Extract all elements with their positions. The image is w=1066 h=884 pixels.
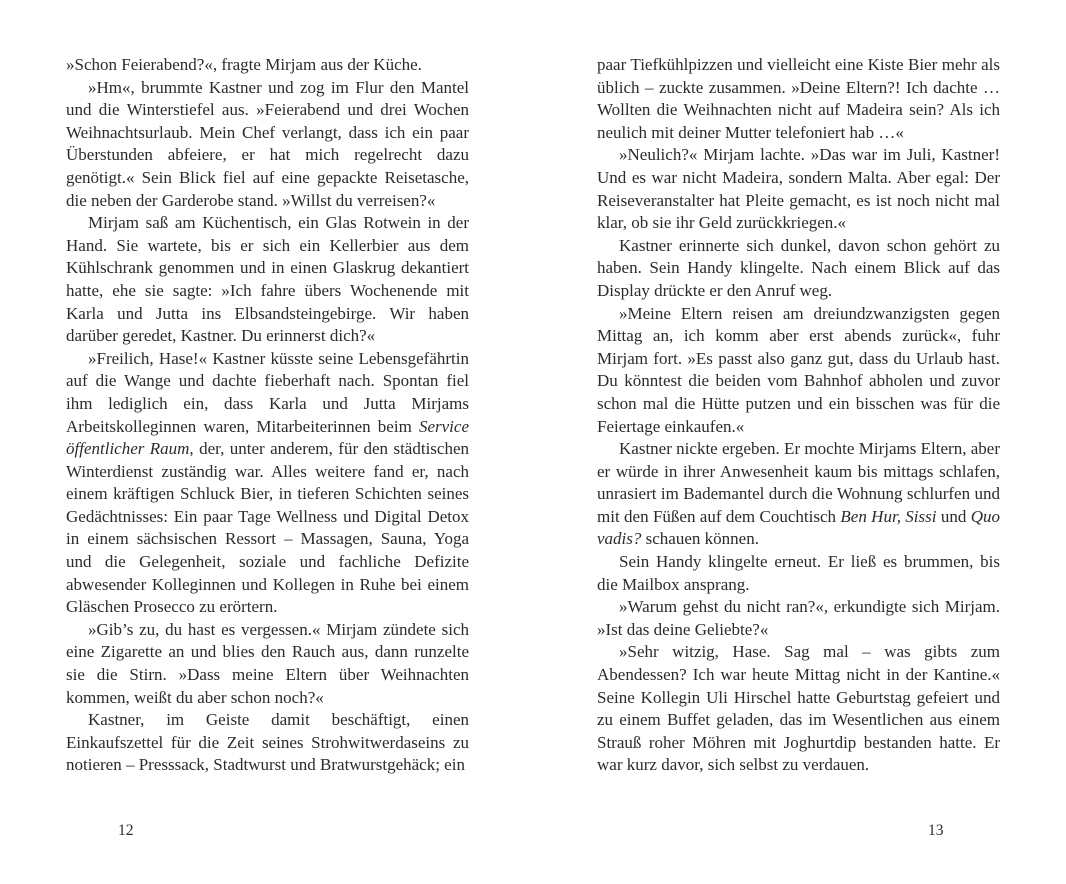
book-page-right	[597, 54, 1000, 777]
text-run: paar Tiefkühlpizzen und vielleicht eine Kiste Bier mehr als üblich – zuckte zusammen. »Deine Eltern?! Ich dachte … Wollten die Weihnachten nicht auf Madeira sein? Als ich neulich mit deiner Mutter telefoniert hab …«	[597, 55, 1000, 142]
paragraph	[66, 77, 469, 213]
paragraph	[597, 235, 1000, 303]
text-run: Kastner nickte ergeben. Er mochte Mirjams Eltern, aber er würde in ihrer Anwesenheit kaum bis mittags schlafen, unrasiert im Bademantel durch die Wohnung schlurfen und mit den Füßen auf dem Couchtisch	[597, 439, 1000, 526]
paragraph	[66, 212, 469, 348]
page-left-text	[66, 54, 469, 777]
text-run: »Neulich?« Mirjam lachte. »Das war im Juli, Kastner! Und es war nicht Madeira, sondern Malta. Aber egal: Der Reiseveranstalter hat Pleite gemacht, es ist noch nicht mal klar, ob sie ihr Geld zurückkriegen.«	[597, 145, 1000, 233]
paragraph	[66, 709, 469, 777]
text-run: »Sehr witzig, Hase. Sag mal – was gibts zum Abendessen? Ich war heute Mittag nicht in der Kantine.« Seine Kollegin Uli Hirschel hatte Geburtstag gefeiert und zu einem Buffet geladen, das im Wesentlichen aus einem Strauß roher Möhren mit Joghurtdip bestanden hatte. Er war kurz davor, sich selbst zu verdauen.	[597, 642, 1000, 775]
paragraph	[597, 54, 1000, 144]
text-run: »Schon Feierabend?«, fragte Mirjam aus der Küche.	[66, 55, 422, 74]
text-run: Service öffentlicher Raum,	[66, 416, 469, 459]
text-run: der, unter anderem, für den städtischen Winterdienst zuständig war. Alles weitere fand er, nach einem kräftigen Schluck Bier, in tieferen Schichten seines Gedächtnisses: Ein paar Tage Wellness und Digital Detox in einem sächsischen Ressort – Massagen, Sauna, Yoga und die Gelegenheit, soziale und fachliche Defizite abwesender Kolleginnen und Kollegen in Ruhe bei einem Gläschen Prosecco zu erörtern.	[66, 439, 469, 617]
text-run: »Hm«, brummte Kastner und zog im Flur den Mantel und die Winterstiefel aus. »Feierabend und drei Wochen Weihnachtsurlaub. Mein Chef verlangt, dass ich ein paar Überstunden abfeiere, er hat mich regelrecht dazu genötigt.« Sein Blick fiel auf eine gepackte Reisetasche, die neben der Garderobe stand. »Willst du verreisen?«	[66, 77, 469, 210]
paragraph	[597, 641, 1000, 777]
paragraph	[597, 438, 1000, 551]
text-run: Kastner, im Geiste damit beschäftigt, einen Einkaufszettel für die Zeit seines Strohwitwerdaseins zu notieren – Presssack, Stadtwurst und Bratwurstgehäck; ein	[66, 710, 469, 775]
book-spread	[66, 54, 1000, 777]
text-run: »Warum gehst du nicht ran?«, erkundigte sich Mirjam. »Ist das deine Geliebte?«	[597, 597, 1000, 639]
page-number-right: 13	[928, 822, 944, 839]
text-run: schauen können.	[641, 529, 759, 549]
text-run: »Freilich, Hase!« Kastner küsste seine Lebensgefährtin auf die Wange und dachte fieberhaft nach. Spontan fiel ihm lediglich ein, dass Karla und Jutta Mirjams Arbeitskolleginnen waren, Mitarbeiterinnen beim	[66, 348, 469, 436]
paragraph	[66, 619, 469, 709]
text-run: »Meine Eltern reisen am dreiundzwanzigsten gegen Mittag an, ich komm aber erst abends zurück«, fuhr Mirjam fort. »Es passt also ganz gut, dass du Urlaub hast. Du könntest die beiden vom Bahnhof abholen und zuvor schon mal die Hütte putzen und ein bisschen was für die Feiertage einkaufen.«	[597, 303, 1000, 436]
paragraph	[597, 596, 1000, 641]
paragraph	[597, 303, 1000, 439]
text-run: »Gib’s zu, du hast es vergessen.« Mirjam zündete sich eine Zigarette an und blies den Rauch aus, dann runzelte sie die Stirn. »Dass meine Eltern über Weihnachten kommen, weißt du aber schon noch?«	[66, 619, 469, 707]
text-run: Mirjam saß am Küchentisch, ein Glas Rotwein in der Hand. Sie wartete, bis er sich ein Kellerbier aus dem Kühlschrank genommen und in einen Glaskrug dekantiert hatte, ehe sie sagte: »Ich fahre übers Wochenende mit Karla und Jutta ins Elbsandsteingebirge. Wir haben darüber geredet, Kastner. Du erinnerst dich?«	[66, 213, 469, 346]
text-run: Kastner erinnerte sich dunkel, davon schon gehört zu haben. Sein Handy klingelte. Nach einem Blick auf das Display drückte er den Anruf weg.	[597, 235, 1000, 300]
text-run: Sein Handy klingelte erneut. Er ließ es brummen, bis die Mailbox ansprang.	[597, 552, 1000, 594]
text-run: und	[936, 506, 971, 526]
page-right-text	[597, 54, 1000, 777]
page-number-left: 12	[118, 822, 134, 839]
text-run: Quo vadis?	[597, 506, 1001, 549]
paragraph	[66, 348, 469, 619]
book-page-left	[66, 54, 469, 777]
text-run: Ben Hur, Sissi	[840, 506, 937, 526]
paragraph	[597, 551, 1000, 596]
paragraph	[66, 54, 469, 77]
paragraph	[597, 144, 1000, 234]
